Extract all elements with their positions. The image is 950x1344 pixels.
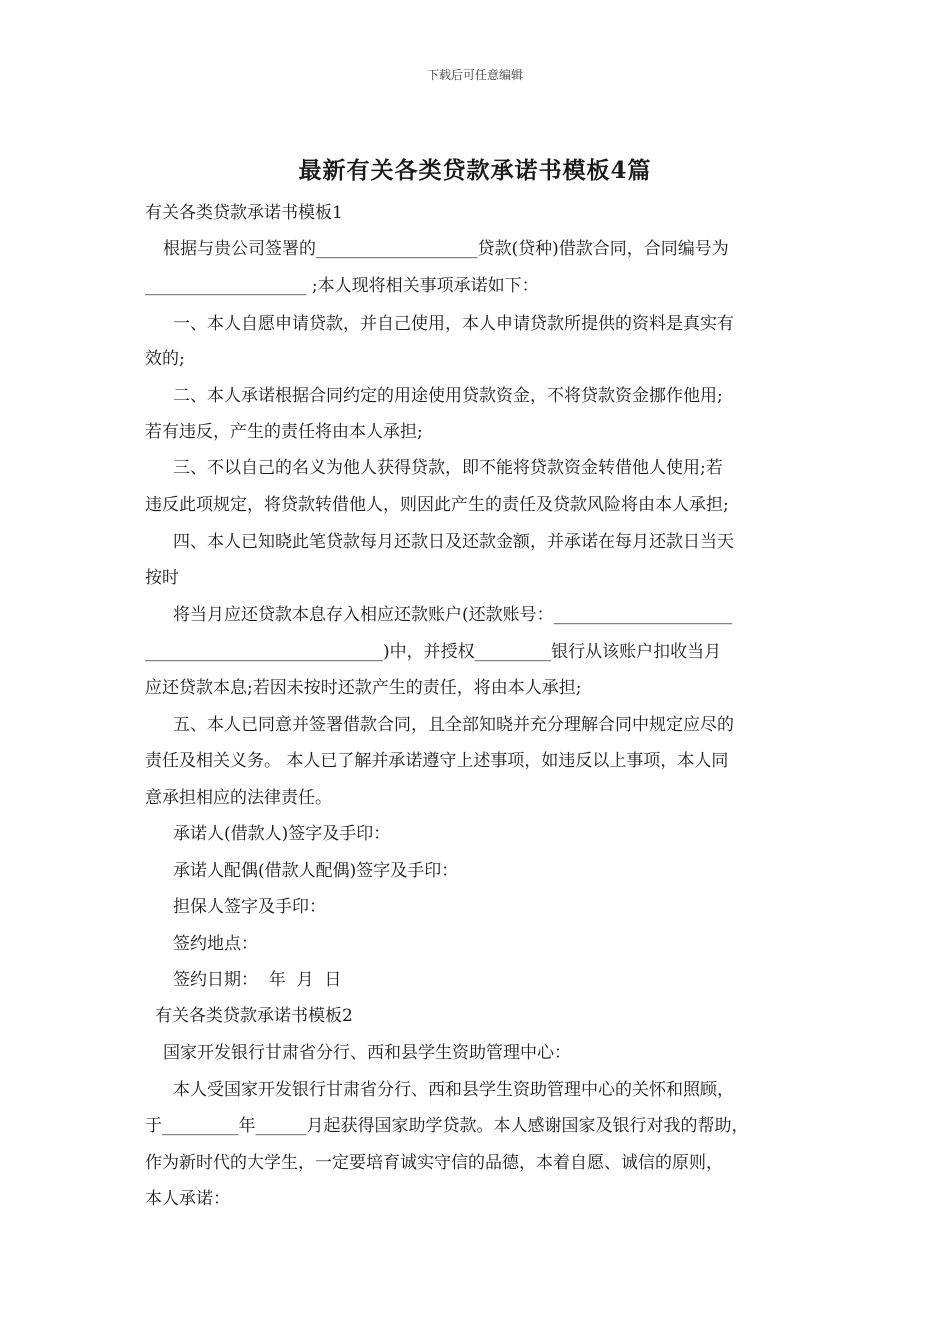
paragraph-line: 四、本人已知晓此笔贷款每月还款日及还款金额，并承诺在每月还款日当天 bbox=[173, 532, 734, 552]
signature-line: 担保人签字及手印： bbox=[173, 897, 326, 917]
paragraph-line: 应还贷款本息;若因未按时还款产生的责任，将由本人承担; bbox=[145, 678, 582, 698]
section-heading-2: 有关各类贷款承诺书模板2 bbox=[155, 1006, 353, 1026]
header-note: 下载后可任意编辑 bbox=[426, 68, 523, 82]
signature-line: 签约日期： 年 月 日 bbox=[173, 970, 342, 990]
paragraph-line: 本人承诺： bbox=[145, 1189, 230, 1209]
paragraph-line: 违反此项规定，将贷款转借他人，则因此产生的责任及贷款风险将由本人承担; bbox=[145, 495, 729, 515]
paragraph-line: 五、本人已同意并签署借款合同，且全部知晓并充分理解合同中规定应尽的 bbox=[173, 715, 734, 735]
paragraph-line: 责任及相关义务。 本人已了解并承诺遵守上述事项，如违反以上事项，本人同 bbox=[145, 751, 729, 771]
paragraph-line: ___________________ ;本人现将相关事项承诺如下： bbox=[145, 276, 539, 296]
paragraph-line: 按时 bbox=[145, 568, 179, 588]
signature-line: 承诺人(借款人)签字及手印： bbox=[173, 824, 391, 844]
document-title: 最新有关各类贷款承诺书模板4篇 bbox=[298, 157, 652, 184]
signature-line: 签约地点： bbox=[173, 934, 258, 954]
paragraph-line: 效的; bbox=[145, 349, 185, 369]
paragraph-line: 本人受国家开发银行甘肃省分行、西和县学生资助管理中心的关怀和照顾， bbox=[173, 1080, 734, 1100]
paragraph-line: 意承担相应的法律责任。 bbox=[145, 788, 332, 808]
paragraph-line: 作为新时代的大学生，一定要培育诚实守信的品德，本着自愿、诚信的原则， bbox=[145, 1153, 723, 1173]
paragraph-line: 将当月应还贷款本息存入相应还款账户(还款账号：_____________________ bbox=[173, 605, 733, 625]
paragraph-line: 国家开发银行甘肃省分行、西和县学生资助管理中心： bbox=[163, 1043, 571, 1063]
paragraph-line: ____________________________)中，并授权_________银行从该账户扣收当月 bbox=[145, 642, 722, 662]
paragraph-line: 三、不以自己的名义为他人获得贷款，即不能将贷款资金转借他人使用;若 bbox=[173, 458, 723, 478]
signature-line: 承诺人配偶(借款人配偶)签字及手印： bbox=[173, 861, 459, 881]
paragraph-line: 一、本人自愿申请贷款，并自己使用，本人申请贷款所提供的资料是真实有 bbox=[173, 314, 734, 334]
section-heading-1: 有关各类贷款承诺书模板1 bbox=[145, 203, 343, 223]
paragraph-line: 根据与贵公司签署的___________________贷款(贷种)借款合同，合同编号为 bbox=[163, 239, 729, 259]
paragraph-line: 二、本人承诺根据合同约定的用途使用贷款资金，不将贷款资金挪作他用; bbox=[173, 386, 723, 406]
paragraph-line: 于_________年______月起获得国家助学贷款。本人感谢国家及银行对我的帮助， bbox=[145, 1116, 749, 1136]
paragraph-line: 若有违反，产生的责任将由本人承担; bbox=[145, 422, 423, 442]
